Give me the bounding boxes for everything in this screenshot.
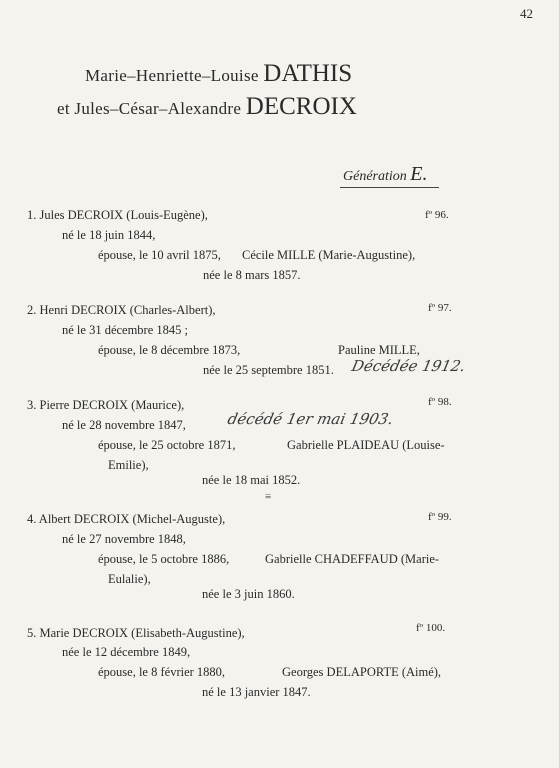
entry-1-spouse-born: née le 8 mars 1857. bbox=[203, 268, 301, 282]
entry-5-folio: fº 100. bbox=[416, 622, 446, 634]
entry-1-born: né le 18 juin 1844, bbox=[62, 228, 156, 242]
entry-4-folio: fº 99. bbox=[428, 511, 452, 523]
entry-4-name: 4. Albert DECROIX (Michel-Auguste), bbox=[27, 512, 226, 526]
entry-4-spouse-cont: Eulalie), bbox=[108, 572, 151, 586]
entry-2-handwritten-death-note: Décédée 1912. bbox=[350, 357, 468, 375]
entry-2-folio: fº 97. bbox=[428, 302, 452, 314]
generation-letter: E. bbox=[410, 163, 428, 185]
entry-3-handwritten-death-note: décédé 1er mai 1903. bbox=[226, 410, 395, 428]
entry-5-marriage: épouse, le 8 février 1880, bbox=[98, 665, 226, 679]
entry-2-spouse: Pauline MILLE, bbox=[338, 343, 420, 357]
entry-2-name: 2. Henri DECROIX (Charles-Albert), bbox=[27, 303, 216, 317]
title-surname-2: DECROIX bbox=[245, 93, 357, 120]
title-name-1: Marie–Henriette–Louise bbox=[85, 66, 259, 85]
entry-3-spouse-born: née le 18 mai 1852. bbox=[202, 473, 301, 487]
title-line-1 bbox=[85, 60, 352, 88]
entry-4-spouse: Gabrielle CHADEFFAUD (Marie- bbox=[265, 552, 440, 566]
entry-3-pencil-mark: ≡ bbox=[265, 491, 272, 503]
entry-2-spouse-born: née le 25 septembre 1851. bbox=[203, 363, 334, 377]
entry-4-spouse-born: née le 3 juin 1860. bbox=[202, 587, 295, 601]
entry-3-spouse: Gabrielle PLAIDEAU (Louise- bbox=[287, 438, 445, 452]
entry-3-spouse-cont: Emilie), bbox=[108, 458, 149, 472]
generation-underline bbox=[340, 187, 439, 188]
title-line-2 bbox=[57, 93, 357, 121]
entry-1-marriage: épouse, le 10 avril 1875, bbox=[98, 248, 221, 262]
entry-3-marriage: épouse, le 25 octobre 1871, bbox=[98, 438, 236, 452]
entry-5-name: 5. Marie DECROIX (Elisabeth-Augustine), bbox=[27, 626, 245, 640]
title-surname-1: DATHIS bbox=[263, 60, 353, 87]
page-number: 42 bbox=[520, 6, 533, 21]
entry-5-born: née le 12 décembre 1849, bbox=[62, 645, 191, 659]
entry-4-marriage: épouse, le 5 octobre 1886, bbox=[98, 552, 230, 566]
entry-1-spouse: Cécile MILLE (Marie-Augustine), bbox=[242, 248, 416, 262]
entry-4-born: né le 27 novembre 1848, bbox=[62, 532, 186, 546]
entry-5-spouse-born: né le 13 janvier 1847. bbox=[202, 685, 311, 699]
entry-2-marriage: épouse, le 8 décembre 1873, bbox=[98, 343, 241, 357]
title-name-2: et Jules–César–Alexandre bbox=[57, 99, 242, 118]
entry-3-folio: fº 98. bbox=[428, 396, 452, 408]
generation-label: Génération bbox=[343, 169, 407, 184]
entry-5-spouse: Georges DELAPORTE (Aimé), bbox=[282, 665, 442, 679]
entry-2-born: né le 31 décembre 1845 ; bbox=[62, 323, 188, 337]
entry-3-name: 3. Pierre DECROIX (Maurice), bbox=[27, 398, 185, 412]
entry-3-born: né le 28 novembre 1847, bbox=[62, 418, 186, 432]
entry-1-folio: fº 96. bbox=[425, 209, 449, 221]
entry-1-name: 1. Jules DECROIX (Louis-Eugène), bbox=[27, 208, 208, 222]
generation-heading bbox=[343, 163, 427, 186]
